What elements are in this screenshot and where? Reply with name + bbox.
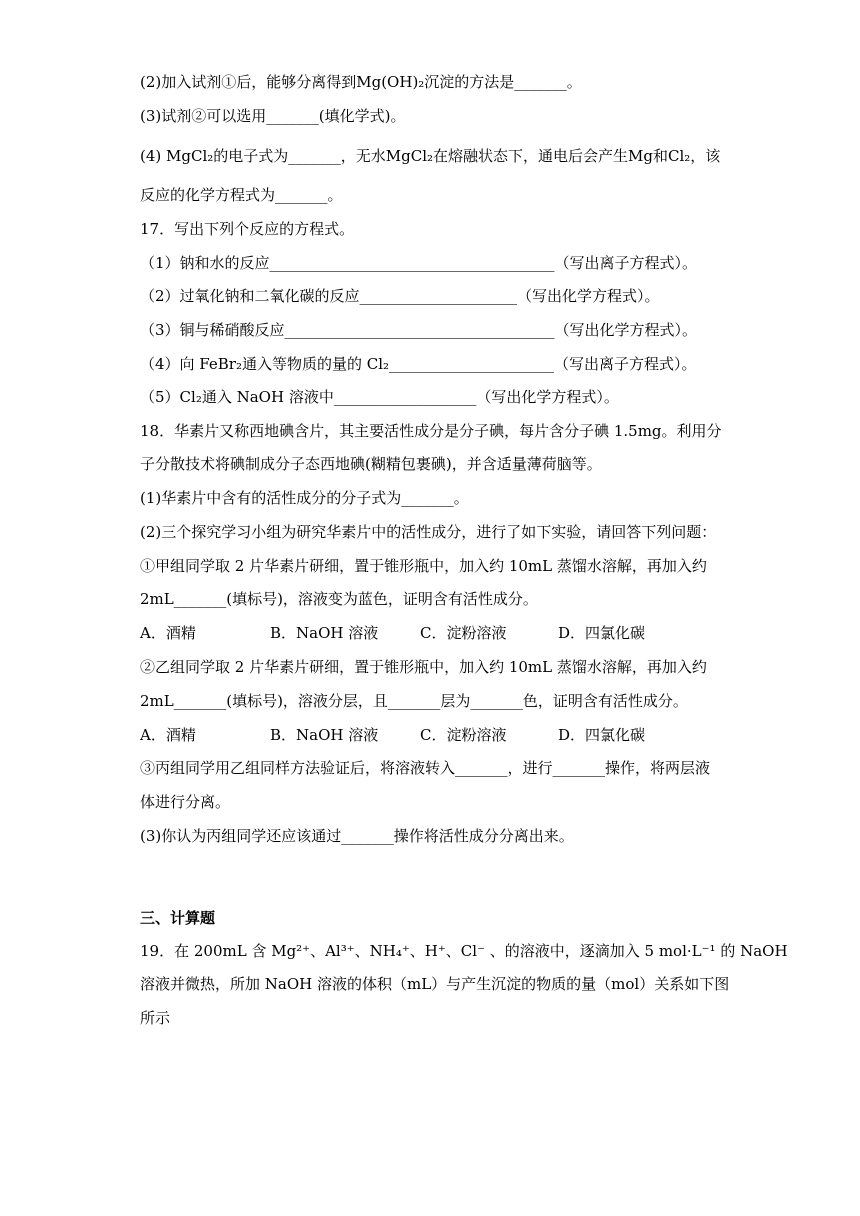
line-q18-2-2b: 2mL_______(填标号)，溶液分层，且_______层为_______色，证明含有活性成分。 — [140, 692, 688, 710]
line-q19-c: 所示 — [140, 1009, 171, 1027]
line-q18-2-3b: 体进行分离。 — [140, 793, 231, 811]
line-q19-a: 19．在 200mL 含 Mg²⁺、Al³⁺、NH₄⁺、H⁺、Cl⁻ 、的溶液中，逐滴加入 5 mol·L⁻¹ 的 NaOH — [140, 942, 788, 960]
line-q16-2: (2)加入试剂①后，能够分离得到Mg(OH)₂沉淀的方法是_______。 — [140, 73, 582, 91]
option-a: A．酒精 — [140, 726, 196, 744]
line-q19-b: 溶液并微热，所加 NaOH 溶液的体积（mL）与产生沉淀的物质的量（mol）关系如下图 — [140, 975, 730, 993]
line-q17-3: （3）铜与稀硝酸反应____________________________________（写出化学方程式）。 — [140, 321, 698, 339]
option-b: B．NaOH 溶液 — [270, 624, 379, 642]
line-q17-title: 17．写出下列个反应的方程式。 — [140, 220, 355, 238]
line-q17-1: （1）钠和水的反应______________________________________（写出离子方程式）。 — [140, 254, 698, 272]
line-q17-2: （2）过氧化钠和二氧化碳的反应_____________________（写出化学方程式）。 — [140, 287, 660, 305]
line-q16-3: (3)试剂②可以选用_______(填化学式)。 — [140, 107, 406, 125]
line-q16-4a: (4) MgCl₂的电子式为_______，无水MgCl₂在熔融状态下，通电后会产生Mg和Cl₂，该 — [140, 147, 721, 165]
line-q18-3: (3)你认为丙组同学还应该通过_______操作将活性成分分离出来。 — [140, 827, 574, 845]
line-q18-2-1b: 2mL_______(填标号)，溶液变为蓝色，证明含有活性成分。 — [140, 590, 538, 608]
line-q17-4: （4）向 FeBr₂通入等物质的量的 Cl₂______________________（写出离子方程式）。 — [140, 355, 697, 373]
line-q18-2-3a: ③丙组同学用乙组同样方法验证后，将溶液转入_______，进行_______操作，将两层液 — [140, 759, 711, 777]
line-q18-intro-b: 子分散技术将碘制成分子态西地碘(糊精包裹碘)，并含适量薄荷脑等。 — [140, 455, 602, 473]
line-q17-5: （5）Cl₂通入 NaOH 溶液中___________________（写出化学方程式）。 — [140, 388, 619, 406]
line-q18-2: (2)三个探究学习小组为研究华素片中的活性成分，进行了如下实验，请回答下列问题： — [140, 523, 717, 541]
option-a: A．酒精 — [140, 624, 196, 642]
line-q18-2-2a: ②乙组同学取 2 片华素片研细，置于锥形瓶中，加入约 10mL 蒸馏水溶解，再加入约 — [140, 658, 707, 676]
section-title-calculation: 三、计算题 — [140, 909, 216, 927]
option-d: D．四氯化碳 — [558, 624, 646, 642]
option-c: C．淀粉溶液 — [420, 726, 507, 744]
option-c: C．淀粉溶液 — [420, 624, 507, 642]
line-q16-4b: 反应的化学方程式为_______。 — [140, 186, 343, 204]
line-q18-intro-a: 18．华素片又称西地碘含片，其主要活性成分是分子碘，每片含分子碘 1.5mg。利用分 — [140, 422, 722, 440]
line-q18-1: (1)华素片中含有的活性成分的分子式为_______。 — [140, 489, 469, 507]
option-d: D．四氯化碳 — [558, 726, 646, 744]
option-b: B．NaOH 溶液 — [270, 726, 379, 744]
line-q18-2-1a: ①甲组同学取 2 片华素片研细，置于锥形瓶中，加入约 10mL 蒸馏水溶解，再加入约 — [140, 557, 707, 575]
